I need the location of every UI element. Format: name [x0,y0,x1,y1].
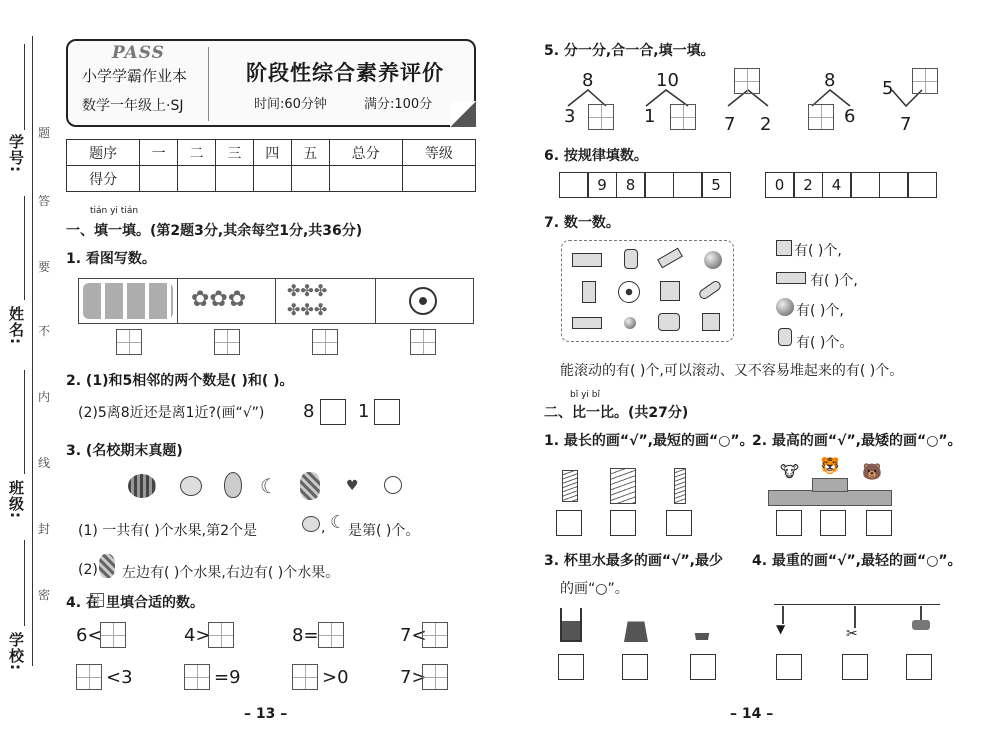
id-label: 学号: [7,134,25,173]
q4-inline-box-icon [90,593,104,607]
section1-title: 一、填一填。(第2题3分,其余每空1分,共36分) [66,223,363,239]
cup-icon-2 [624,608,648,642]
q4-box-2[interactable] [208,622,234,648]
cube-icon [702,313,720,331]
exam-time: 时间:60分钟 [254,97,327,112]
seq-cell[interactable] [559,172,589,198]
score-input-cell[interactable] [402,166,475,192]
score-input-cell[interactable] [140,166,178,192]
stapler-icon [912,620,930,630]
q5-bond4-box[interactable] [808,104,834,130]
exam-full-score: 满分:100分 [364,97,433,112]
tiger-icon: 🐯 [820,456,840,475]
pineapple-icon [99,554,115,578]
score-input-cell[interactable] [291,166,329,192]
q7-count-cylinder: 有( )个。 [796,335,854,351]
seq-cell[interactable] [907,172,937,198]
q3-label: 3. (名校期末真题) [66,443,183,459]
q5-bond3-left: 7 [724,114,736,135]
spring-short-icon [562,470,578,502]
q4-item-7: >0 [322,667,349,688]
cuboid-icon [572,317,602,329]
pineapple-icon [300,472,320,500]
cylinder-icon [658,313,680,331]
soccer-ball-icon [618,281,640,303]
q2-option-8: 8 [303,401,315,422]
q5-bond5-box[interactable] [912,68,938,94]
score-header-cell: 三 [215,140,253,166]
q5-bond4-top: 8 [824,70,836,91]
cube-icon [660,281,680,301]
q9-answer-box-3[interactable] [866,510,892,536]
q5-bond1-top: 8 [582,70,594,91]
q5-bond5-bottom: 7 [900,114,912,135]
q11-answer-box-2[interactable] [842,654,868,680]
q8-answer-box-3[interactable] [666,510,692,536]
q5-bond3-box[interactable] [734,68,760,94]
cup-icon-1 [560,608,582,642]
seal-char-7: 密 [38,588,51,602]
score-header-cell: 四 [253,140,291,166]
flower-icons: ✿✿✿ [191,287,247,312]
section2-pinyin: bǐ yi bǐ [570,390,600,400]
q2-check-box-1[interactable] [374,399,400,425]
score-header-cell: 等级 [402,140,475,166]
school-field-line[interactable] [24,540,25,626]
pear-icon [224,472,242,498]
score-header-cell: 题序 [67,140,140,166]
seq-cell: 4 [822,172,852,198]
seal-char-3: 不 [38,324,51,338]
q8-label: 1. 最长的画“√”,最短的画“○”。 [544,433,754,449]
q5-bond1-box[interactable] [588,104,614,130]
score-input-cell[interactable] [329,166,402,192]
cylinder-icon [778,328,792,346]
banana-icon: ☾ [330,512,347,533]
car-icons [83,283,173,319]
q1-answer-box-1[interactable] [116,329,142,355]
q8-answer-box-1[interactable] [556,510,582,536]
peach-icon [180,476,202,496]
seq-cell: 0 [765,172,795,198]
sphere-icon [624,317,636,329]
q3-part1-c: 是第( )个。 [348,523,420,539]
seq-cell[interactable] [673,172,703,198]
cuboid-icon [572,253,602,267]
cylinder-icon [697,279,722,301]
q11-answer-box-1[interactable] [776,654,802,680]
q7-roll-question: 能滚动的有( )个,可以滚动、又不容易堆起来的有( )个。 [560,363,904,379]
q11-answer-box-3[interactable] [906,654,932,680]
q1-answer-box-4[interactable] [410,329,436,355]
q2-check-box-8[interactable] [320,399,346,425]
q7-count-cube: 有( )个, [794,243,842,259]
section2-title: 二、比一比。(共27分) [544,405,689,421]
class-label: 班级: [7,480,25,519]
seal-char-5: 线 [38,456,51,470]
grade-label: 数学一年级上·SJ [82,98,184,114]
q5-bond2-top: 10 [656,70,679,91]
scissors-icon [854,606,856,628]
q4-box-8[interactable] [422,664,448,690]
shuttlecock-icon: ▼ [776,622,786,636]
calf-icon: 🐮 [780,462,799,481]
q10-label-a: 3. 杯里水最多的画“√”,最少 [544,553,723,569]
q7-label: 7. 数一数。 [544,215,620,231]
school-label: 学校: [7,632,25,671]
q5-bond2-left: 1 [644,106,656,127]
seal-char-0: 题 [38,126,51,140]
q1-picture-strip [78,278,474,324]
q10-answer-box-3[interactable] [690,654,716,680]
score-table [66,139,476,192]
apple-icon [384,476,402,494]
q7-count-sphere: 有( )个, [796,303,844,319]
seal-char-6: 封 [38,522,51,536]
score-header-cell: 五 [291,140,329,166]
seq-cell[interactable] [879,172,909,198]
q6-label: 6. 按规律填数。 [544,148,648,164]
q4-item-4: 7< [400,625,427,646]
q4-label-a: 4. 在 [66,595,100,611]
q3-part1-b: , [321,520,326,536]
id-field-line[interactable] [24,44,25,130]
q4-box-7[interactable] [292,664,318,690]
exam-header [66,39,476,127]
cuboid-icon [657,248,683,269]
sphere-icon [776,298,794,316]
score-row-label: 得分 [67,166,140,192]
score-header-cell: 总分 [329,140,402,166]
strawberry-icon: ♥ [346,478,359,494]
banana-icon: ☾ [260,474,278,498]
q10-label-b: 的画“○”。 [560,581,629,597]
section1-pinyin: tián yi tián [90,206,139,216]
q4-box-3[interactable] [318,622,344,648]
q4-box-5[interactable] [76,664,102,690]
q5-bond5-left: 5 [882,78,894,99]
q4-item-8: 7> [400,667,427,688]
pinwheel-icons: ✤✤✤ ✤✤✤ [287,281,328,319]
q4-box-1[interactable] [100,622,126,648]
podium-icon [768,478,892,506]
cuboid-icon [776,272,806,284]
peach-icon [302,516,320,532]
score-input-cell[interactable] [215,166,253,192]
score-header-cell: 二 [178,140,216,166]
name-field-line[interactable] [24,196,25,300]
q2-option-1: 1 [358,401,370,422]
q7-shapes-panel [561,240,734,342]
seq-cell: 2 [793,172,823,198]
bear-icon: 🐻 [862,462,882,481]
q4-item-2: 4> [184,625,211,646]
q2-part1: 2. (1)和5相邻的两个数是( )和( )。 [66,373,294,389]
q3-part2-a: (2) [78,562,98,578]
page-curl-icon [450,101,476,127]
q4-item-3: 8= [292,625,319,646]
q4-box-4[interactable] [422,622,448,648]
q9-answer-box-1[interactable] [776,510,802,536]
q5-bond1-left: 3 [564,106,576,127]
q4-item-1: 6< [76,625,103,646]
brand-logo: PASS [112,43,165,63]
q1-answer-box-3[interactable] [312,329,338,355]
q4-label-b: 里填合适的数。 [106,595,204,611]
seq-cell[interactable] [850,172,880,198]
q3-part1-a: (1) 一共有( )个水果,第2个是 [78,523,258,539]
spring-wide-icon [610,468,636,504]
seal-char-2: 要 [38,260,51,274]
q4-box-6[interactable] [184,664,210,690]
q4-item-5: <3 [106,667,133,688]
q9-label: 2. 最高的画“√”,最矮的画“○”。 [752,433,962,449]
q1-label: 1. 看图写数。 [66,251,156,267]
q8-answer-box-2[interactable] [610,510,636,536]
q6-sequence-b [766,172,937,198]
q7-count-cuboid: 有( )个, [810,273,858,289]
q3-part2-b: 左边有( )个水果,右边有( )个水果。 [122,565,340,581]
score-input-cell[interactable] [253,166,291,192]
exam-title: 阶段性综合素养评价 [246,60,444,85]
fruit-row [128,472,408,500]
q10-answer-box-2[interactable] [622,654,648,680]
q5-label: 5. 分一分,合一合,填一填。 [544,43,715,59]
seq-cell: 9 [587,172,617,198]
q11-label: 4. 最重的画“√”,最轻的画“○”。 [752,553,962,569]
q1-answer-box-2[interactable] [214,329,240,355]
seq-cell[interactable] [644,172,674,198]
class-field-line[interactable] [24,370,25,474]
page-number-right: – 14 – [730,706,774,722]
q6-sequence-a [560,172,731,198]
cup-icon-3 [690,606,714,640]
q4-item-6: =9 [214,667,241,688]
q10-answer-box-1[interactable] [558,654,584,680]
book-title: 小学学霸作业本 [82,67,188,85]
q5-bond3-right: 2 [760,114,772,135]
cylinder-icon [624,249,638,269]
cube-icon [776,240,792,256]
page-number-left: – 13 – [244,706,288,722]
score-input-cell[interactable] [178,166,216,192]
q9-answer-box-2[interactable] [820,510,846,536]
seal-char-4: 内 [38,390,51,404]
cuboid-icon [582,281,596,303]
q5-bond2-box[interactable] [670,104,696,130]
watermelon-icon [128,474,156,498]
seal-char-1: 答 [38,194,51,208]
score-header-cell: 一 [140,140,178,166]
scissors-icon: ✂ [846,626,858,642]
spring-tall-icon [674,468,686,504]
seq-cell: 5 [701,172,731,198]
q5-bond4-right: 6 [844,106,856,127]
soccer-ball-icon [409,287,437,315]
name-label: 姓名: [7,306,25,345]
q2-part2: (2)5离8近还是离1近?(画“√”) [78,405,265,421]
scale-bar [774,604,940,605]
sphere-icon [704,251,722,269]
seq-cell: 8 [616,172,646,198]
